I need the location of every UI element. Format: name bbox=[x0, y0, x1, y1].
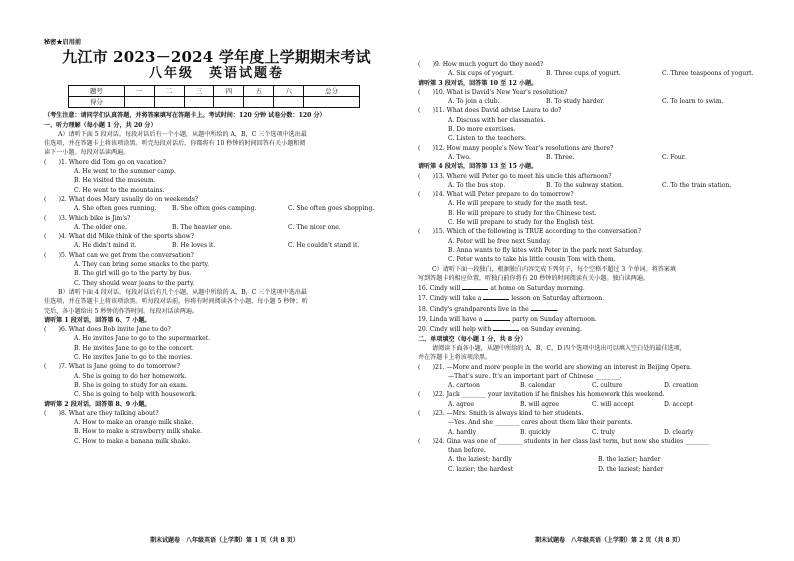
option-row bbox=[418, 181, 763, 190]
question-stem: ( )1. Where did Tom go on vacation? bbox=[44, 158, 167, 166]
left-page bbox=[44, 38, 389, 446]
score-cell bbox=[184, 97, 214, 108]
part-a-instruction: A）请听下面 5 段对话。每段对话后有一个小题，从题中所给的 A，B，C 三个选项中选出最 bbox=[58, 130, 307, 138]
option: B. Anna wants to fly kites with Peter in the park next Saturday. bbox=[448, 246, 643, 254]
answer-blank[interactable] bbox=[493, 324, 519, 331]
option: A. cartoon bbox=[448, 382, 480, 390]
score-cell bbox=[154, 97, 184, 108]
score-header-row bbox=[69, 86, 360, 97]
page-footer-left: 期末试题卷 八年级英语（上学期）第 1 页（共 8 页） bbox=[150, 537, 299, 544]
score-cell bbox=[274, 97, 304, 108]
question-stem: —Yes. And she ________ cares about them like their parents. bbox=[448, 419, 633, 427]
option-row bbox=[418, 465, 763, 474]
option-row bbox=[44, 241, 389, 250]
option: B. Do more exercises. bbox=[448, 126, 516, 134]
part-b-instruction: 完后，各小题给出 5 秒钟的作答时间。每段对话读两遍。 bbox=[44, 307, 199, 315]
question-stem: ( )7. What is Jane going to do tomorrow? bbox=[44, 363, 180, 371]
score-cell bbox=[124, 97, 154, 108]
fill-stem: 17. Cindy will take a bbox=[418, 295, 482, 303]
fill-question bbox=[418, 283, 763, 293]
option: B. She often goes camping. bbox=[172, 205, 257, 213]
question-stem: ( )6. What does Bob invite Jane to do? bbox=[44, 326, 171, 334]
option: B. He will prepare to study for the Chinese test. bbox=[448, 209, 597, 217]
option: C. The nicer one. bbox=[288, 223, 341, 231]
fill-stem: party on Sunday afternoon. bbox=[512, 316, 597, 324]
score-table bbox=[68, 85, 360, 108]
option: B. Three cups of yogurt. bbox=[546, 70, 621, 78]
question-stem: ( )23. —Mrs. Smith is always kind to her students. bbox=[418, 409, 584, 417]
score-cell: 六 bbox=[274, 86, 304, 97]
option: B. calendar bbox=[520, 382, 556, 390]
notice: （考生注意：请同学们认真答题，并将答案填写在答题卡上。考试时间：120 分钟 试卷分数：120 分） bbox=[44, 112, 326, 120]
option: C. Three teaspoons of yogurt. bbox=[662, 70, 754, 78]
option-row bbox=[418, 69, 763, 78]
page-footer-right: 期末试题卷 八年级英语（上学期）第 2 页（共 8 页） bbox=[535, 537, 684, 544]
option: C. How to make a banana milk shake. bbox=[74, 437, 191, 445]
option: B. Three. bbox=[546, 153, 575, 161]
fill-question bbox=[418, 304, 763, 314]
score-cell: 二 bbox=[154, 86, 184, 97]
option: C. Four. bbox=[662, 153, 686, 161]
score-cell bbox=[214, 97, 244, 108]
listening-note: 请听第 3 段对话，回答第 10 至 12 小题。 bbox=[418, 79, 538, 87]
part-b-instruction: B）请听下面 4 段对话。每段对话后有几个小题，从题中所给的 A，B，C 三个选项中选出最 bbox=[58, 288, 308, 296]
option: A. Peter will be free next Sunday. bbox=[448, 237, 551, 245]
option-row bbox=[44, 223, 389, 232]
option-row bbox=[418, 400, 763, 409]
question-stem: ( )24. Gina was one of ________ students in her class last term, but now she studies ________ bbox=[418, 437, 710, 445]
question-stem: ( )4. What did Mike think of the sports show? bbox=[44, 233, 194, 241]
score-cell: 五 bbox=[244, 86, 274, 97]
part-c-instruction: C）请听下面一段独白，根据独白内容完成下列句子，每个空格不超过 3 个单词。将答案填 bbox=[432, 265, 676, 273]
score-cell: 三 bbox=[184, 86, 214, 97]
score-cell: 一 bbox=[124, 86, 154, 97]
option: C. culture bbox=[592, 382, 623, 390]
option: A. How to make an orange milk shake. bbox=[74, 419, 194, 427]
option: C. To learn to swim. bbox=[662, 98, 724, 106]
secret-label: 秘密★启用前 bbox=[44, 39, 82, 46]
option: C. To the train station. bbox=[662, 181, 732, 189]
option: A. Two. bbox=[448, 153, 471, 161]
section-1-title: 一、听力理解（每小题 1 分，共 20 分） bbox=[44, 121, 157, 129]
exam-title: 九江市 2023－2024 学年度上学期期末考试 bbox=[62, 48, 371, 67]
part-a-instruction: 读下一小题。每段对话读两遍。 bbox=[44, 149, 130, 157]
question-stem: than before. bbox=[448, 447, 486, 455]
fill-question bbox=[418, 324, 763, 334]
answer-blank[interactable] bbox=[531, 304, 557, 311]
score-cell: 四 bbox=[214, 86, 244, 97]
option: D. accept bbox=[664, 400, 693, 408]
option: C. truly bbox=[592, 428, 615, 436]
option: C. She often goes shopping. bbox=[288, 205, 375, 213]
option-row bbox=[418, 153, 763, 162]
option: C. Listen to the teachers. bbox=[448, 135, 526, 143]
option: C. He went to the mountains. bbox=[74, 186, 165, 194]
question-stem: ( )12. How many people's New Year's resolutions are there? bbox=[418, 144, 614, 152]
fill-stem: 16. Cindy will bbox=[418, 285, 461, 293]
answer-blank[interactable] bbox=[483, 293, 509, 300]
fill-stem: at home on Saturday morning. bbox=[490, 285, 585, 293]
option: C. He couldn't stand it. bbox=[288, 242, 360, 250]
question-stem: ( )3. Which bike is Jim's? bbox=[44, 214, 131, 222]
option: A. They can bring some snacks to the party. bbox=[74, 261, 210, 269]
question-stem: ( )13. Where will Peter go to meet his uncle this afternoon? bbox=[418, 172, 612, 180]
fill-question bbox=[418, 293, 763, 303]
question-stem: ( )10. What is David's New Year's resolution? bbox=[418, 88, 568, 96]
section-2-title: 二、单项填空（每小题 1 分，共 8 分） bbox=[418, 335, 527, 343]
section-2-instruction: 请阅读下面各小题，从题中所给的 A，B，C，D 四个选项中选出可以填入空白处的最佳选项， bbox=[432, 344, 686, 352]
fill-stem: on Sunday evening. bbox=[521, 326, 582, 334]
option: C. Peter wants to take his little cousin Tom with them. bbox=[448, 256, 616, 264]
option-row bbox=[418, 428, 763, 437]
exam-subtitle: 八年级 英语试题卷 bbox=[148, 66, 284, 82]
fill-question bbox=[418, 314, 763, 324]
option: B. He invites Jane to go to the concert. bbox=[74, 344, 194, 352]
option: B. will agree bbox=[520, 400, 560, 408]
option: C. She is going to help with housework. bbox=[74, 391, 197, 399]
option: D. creation bbox=[664, 382, 699, 390]
part-b-instruction: 佳选项，并在答题卡上将该项涂黑。听每段对话前，你将有时间阅读各个小题，每小题 5 秒钟；听 bbox=[44, 298, 308, 306]
option: A. Discuss with her classmates. bbox=[448, 116, 546, 124]
option: A. Six cups of yogurt. bbox=[448, 70, 515, 78]
option: B. To the subway station. bbox=[546, 181, 624, 189]
question-stem: ( )14. What will Peter prepare to do tomorrow? bbox=[418, 191, 574, 199]
option-row bbox=[418, 381, 763, 390]
option: A. hardly bbox=[448, 428, 477, 436]
option: A. She often goes running. bbox=[74, 205, 157, 213]
option: A. He invites Jane to go to the supermarket. bbox=[74, 335, 211, 343]
part-c-instruction: 写到答题卡的相应位置。听独白前你将有 20 秒钟的时间阅读有关小题。独白读两遍。 bbox=[418, 274, 650, 282]
listening-note: 请听第 4 段对话，回答第 13 至 15 小题。 bbox=[418, 163, 538, 171]
score-cell bbox=[304, 97, 360, 108]
option: C. He invites Jane to go to the movies. bbox=[74, 354, 193, 362]
fill-stem: 18. Cindy's grandparents live in the bbox=[418, 305, 529, 313]
part-a-instruction: 佳选项，并在答题卡上将该项涂黑。听完每段对话后，你都将有 10 秒钟的时间回答有关小题和阅 bbox=[44, 140, 306, 148]
option: A. He will prepare to study for the math test. bbox=[448, 200, 588, 208]
question-stem: ( )21. —More and more people in the world are showing an interest in Beijing Opera. bbox=[418, 363, 692, 371]
listening-note: 请听第 1 段对话，回答第 6、7 小题。 bbox=[44, 316, 151, 324]
question-stem: ( )8. What are they talking about? bbox=[44, 409, 159, 417]
right-page bbox=[418, 60, 763, 474]
question-stem: ( )5. What can we get from the conversation? bbox=[44, 251, 194, 259]
option-row bbox=[44, 204, 389, 213]
option: B. How to make a strawberry milk shake. bbox=[74, 428, 203, 436]
option: B. He loves it. bbox=[172, 242, 216, 250]
option: D. the laziest; harder bbox=[598, 465, 664, 473]
answer-blank[interactable] bbox=[462, 283, 488, 290]
option-row bbox=[418, 455, 763, 464]
answer-blank[interactable] bbox=[484, 314, 510, 321]
question-stem: ( )9. How much yogurt do they need? bbox=[418, 61, 544, 68]
score-cell bbox=[244, 97, 274, 108]
option: A. The older one. bbox=[74, 223, 127, 231]
fill-stem: 20. Cindy will help with bbox=[418, 326, 492, 334]
option: A. He went to the summer camp. bbox=[74, 168, 176, 176]
score-cell: 总分 bbox=[304, 86, 360, 97]
option: C. will accept bbox=[592, 400, 634, 408]
question-stem: ( )22. Jack ________ your invitation if he finishes his homework this weekend. bbox=[418, 391, 665, 399]
question-stem: ( )11. What does David advise Laura to do? bbox=[418, 107, 562, 115]
option: B. To study harder. bbox=[546, 98, 605, 106]
option: A. To the bus stop. bbox=[448, 181, 506, 189]
question-stem: —That's sure. It's an important part of Chinese ________. bbox=[448, 372, 622, 380]
fill-stem: 19. Linda will have a bbox=[418, 316, 483, 324]
fill-stem: . bbox=[556, 305, 559, 313]
option: B. quickly bbox=[520, 428, 551, 436]
listening-note: 请听第 2 段对话，回答第 8、9 小题。 bbox=[44, 400, 151, 408]
option: C. He will prepare to study for the English test. bbox=[448, 219, 595, 227]
option: B. The girl will go to the party by bus. bbox=[74, 270, 192, 278]
question-stem: ( )2. What does Mary usually do on weekends? bbox=[44, 195, 199, 203]
option: A. agree bbox=[448, 400, 474, 408]
option: B. the lazier; harder bbox=[598, 456, 661, 464]
option-row bbox=[418, 97, 763, 106]
score-cell: 得分 bbox=[69, 97, 125, 108]
option: C. They should wear jeans to the party. bbox=[74, 279, 195, 287]
option: A. the laziest; hardly bbox=[448, 456, 512, 464]
option: B. She is going to study for an exam. bbox=[74, 381, 188, 389]
option: D. clearly bbox=[664, 428, 694, 436]
section-2-instruction: 并在答题卡上将该项涂黑。 bbox=[418, 354, 492, 362]
option: B. He visited the museum. bbox=[74, 177, 156, 185]
option: A. To join a club. bbox=[448, 98, 500, 106]
fill-stem: lesson on Saturday afternoon. bbox=[511, 295, 605, 303]
option: A. He didn't mind it. bbox=[74, 242, 137, 250]
option: C. lazier; the hardest bbox=[448, 465, 514, 473]
option: A. She is going to do her homework. bbox=[74, 372, 187, 380]
option: B. The heavier one. bbox=[172, 223, 233, 231]
question-stem: ( )15. Which of the following is TRUE according to the conversation? bbox=[418, 228, 641, 236]
score-value-row bbox=[69, 97, 360, 108]
score-cell: 题号 bbox=[69, 86, 125, 97]
